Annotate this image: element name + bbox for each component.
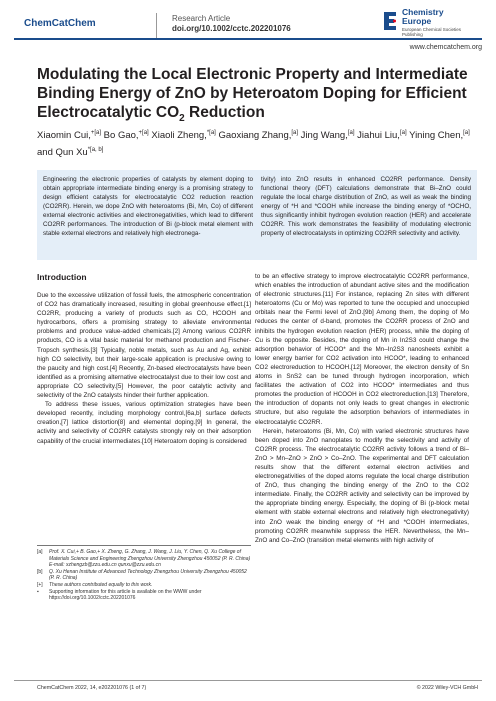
supporting-info-icon: ▪ [37, 588, 39, 595]
publisher-subtitle: European Chemical Societies Publishing [402, 27, 462, 37]
abstract-left-column: Engineering the electronic properties of catalysts by element doping to obtain appropriate intermediate binding energy is a promising strategy to design efficient catalysts for electrocatalytic CO2 reduction reaction (CO2RR). Herein, we dope ZnO with heteroatoms (Bi, Mn, Co) of different external electronic activities and electronegativities, which lead to different CO2RR performances. The introduction of Bi (p-block metal element with stable external electrons and relatively high electronega- [43, 176, 253, 237]
footer-rule [14, 680, 482, 681]
footer-copyright: © 2022 Wiley-VCH GmbH [416, 685, 478, 691]
body-left-column [37, 291, 251, 446]
publisher-name-line2: Europe [402, 16, 432, 26]
affiliations-footnotes [37, 549, 251, 602]
footnote-text: Prof. X. Cui,+ B. Gao,+ X. Zheng, G. Zhang, J. Wang, J. Liu, Y. Chen, Q. Xu College of Materials Science and Engineering Zhengzhou University Zhengzhou 450052 (P. R. China) E-mail: xzhengzb@zzu.edu.cn qunxu@zzu.edu.cn [49, 549, 251, 569]
publisher-name-line1: Chemistry [402, 7, 444, 17]
body-paragraph: to be an effective strategy to improve electrocatalytic CO2RR performance, which enables the introduction of abundant active sites and the modification of electronic structures.[11] For instance, replacing Zn sites with different heteroatoms (Cu or Mo) was reported to tune the occupied and unoccupied orbitals near the Fermi level of ZnO.[9b] Among them, the doping of Mo reduces the center of d-band, promotes the CO2RR process of ZnO and inhibits the hydrogen evolution reaction (HER) process, while the doping of Cu is the opposite. Besides, the doping of Mn in In2S3 could change the adsorption behavior of HCOO* and the Mn–In2S3 nanosheets exhibit a lower energy barrier for CO2 activation into HCOO*, leading to enhanced CO2 electroreduction to HCOOH.[12] Moreover, the electron density of Sn atoms in SnS2 can be tuned through hydrogen incorporation, which facilitates the activation of CO2 into HCOO* intermediates and thus promotes the production of HCOOH in CO2 electroreduction.[13] Therefore, the introduction of dopants not only leads to great changes in electronic structure, but also regulate the adsorption behaviors of intermediates in electrocatalytic CO2RR. [255, 273, 469, 426]
article-title: Modulating the Local Electronic Property and Intermediate Binding Energy of ZnO by Heteroatom Doping for Efficient Electrocatalytic $CO_2$ Reduction [37, 66, 468, 125]
footnote-key: [+] [37, 581, 43, 588]
footnote-key: [a] [37, 549, 43, 555]
article-type: Research Article [172, 14, 231, 23]
footnote-text: These authors contributed equally to this work. [49, 581, 153, 588]
footnote-text: Supporting information for this article is available on the WWW under https://doi.org/10.1002/cctc.202201076 [49, 588, 202, 602]
footnote-affiliation-a [37, 549, 251, 569]
section-heading-introduction: Introduction [37, 272, 87, 282]
author-list: Xiaomin Cui,$^{+[a]}$ Bo Gao,$^{+[a]}$ Xiaoli Zheng,$^{*[a]}$ Gaoxiang Zhang,[a] Jing Wang,[a] Jiahui Liu,[a] Yining Chen,[a] and Qun $Xu^{*[a, b]}$ [37, 130, 470, 159]
footnote-equal-contribution [37, 582, 251, 589]
chemistry-europe-logo-icon [382, 10, 398, 32]
article-doi[interactable]: doi.org/10.1002/cctc.202201076 [172, 24, 291, 33]
footnote-supporting-info[interactable] [37, 589, 251, 602]
body-right-column [255, 272, 469, 545]
header-divider [156, 13, 157, 39]
abstract-box [37, 170, 477, 260]
journal-website[interactable]: www.chemcatchem.org [409, 44, 482, 51]
journal-name: ChemCatChem [24, 18, 96, 29]
footnote-affiliation-b [37, 569, 251, 582]
header-rule [14, 38, 482, 40]
footnote-text: Q. Xu Henan Institute of Advanced Technology Zhengzhou University Zhengzhou 450052 (P. R. China) [49, 568, 247, 582]
body-paragraph: Due to the excessive utilization of fossil fuels, the atmospheric concentration of CO2 has dramatically increased, resulting in global greenhouse effect.[1] CO2RR, producing a variety of products such as CO, HCOOH and hydrocarbons, offers a promising strategy to alleviate environmental problems and produce value-added chemicals.[2] Among various CO2RR products, CO is a vital basic material for methanol production and Fischer-Tropsch synthesis.[3] Typically, noble metals, such as Au and Ag, exhibit high CO selectivity, but their large-scale application is preclusive owing to the paucity and high cost.[4] Recently, Zn-based electrocatalysts have been identified as a promising alternative electrocatalyst due to their low cost and appropriate CO selectivity.[5] However, the poor catalytic activity and selectivity of the ZnO catalysts hinder their further application. [37, 292, 251, 400]
publisher-logo [382, 8, 486, 38]
body-paragraph: Herein, heteroatoms (Bi, Mn, Co) with varied electronic structures have been doped into ZnO nanoplates to modify the selectivity and activity of CO2RR process. The electrocatalytic CO2RR activity follows a trend of Bi–ZnO > Mn–ZnO > ZnO > Co–ZnO. The experimental and DFT calculation results show that the different external electron activities and electronegativities of the doped atoms regulate the local charge distribution of ZnO, thus changing the binding energy of the ZnO to the CO2 intermediate. Finally, the CO2RR activity and selectivity can be improved by the appropriate binding energy. Especially, the doping of Bi (p-block metal element with stable external electrons and relatively high electronegativity) into ZnO weak the binding energy of *H and *COOH intermediates, promoting CO2RR meanwhile suppress the HER. Nevertheless, the Mn–ZnO and Co–ZnO (transition metal elements with high activity of [255, 427, 469, 544]
footnote-rule [37, 545, 251, 546]
body-paragraph: To address these issues, various optimization strategies have been developed recently, including morphology control,[6a,b] surface defects creation,[7] lattice distortion[8] and elemental doping.[9] In general, the activity and selectivity of CO2RR catalysts strongly rely on their adsorption capability of the crucial intermediates.[10] Heteroatom doping is considered [37, 401, 251, 445]
abstract-right-column: tivity) into ZnO results in enhanced CO2RR performance. Density functional theory (DFT) calculations demonstrate that Bi–ZnO could regulate the local charge distribution of ZnO, as well as weak the binding energy of *H and *COOH while increase the binding energy of *OCHO, thus significantly inhibit hydrogen evolution reaction (HER) and accelerate CO2RR. This work demonstrates the feasibility of modulating electronic property of electrocatalysts in optimizing CO2RR selectivity and activity. [261, 176, 471, 237]
footnote-key: [b] [37, 568, 43, 575]
footer-citation: ChemCatChem 2022, 14, e202201076 (1 of 7) [37, 685, 147, 691]
